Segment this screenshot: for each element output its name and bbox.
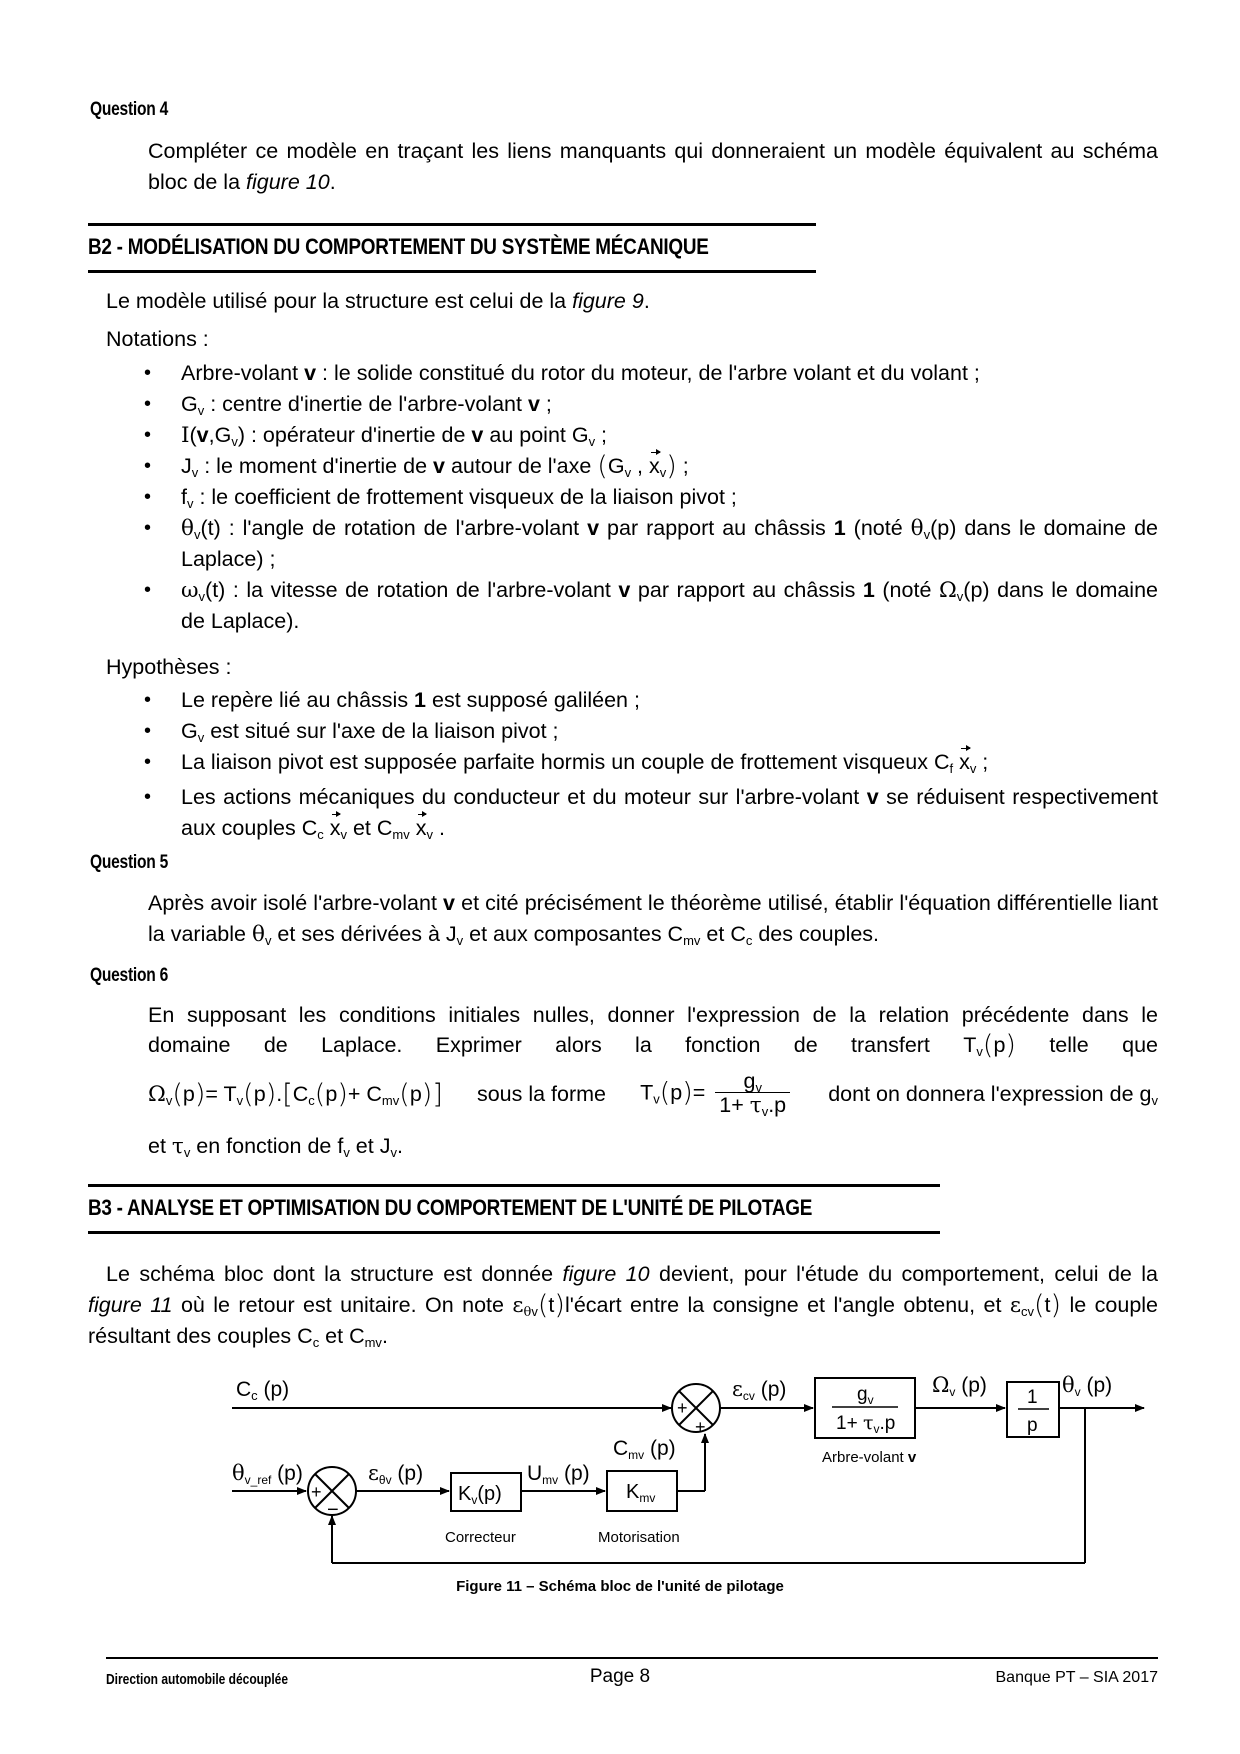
list-item: • $I(v,G_v)$ : opérateur d'inertie de v au point $G_v$ ; — [106, 420, 1158, 451]
svg-text:+: + — [311, 1482, 322, 1502]
svg-text:θv_ref (p): θv_ref (p) — [232, 1461, 303, 1487]
section-b2-heading — [88, 223, 816, 273]
hypotheses-list — [106, 685, 1158, 844]
notations-list — [106, 358, 1158, 637]
list-item: • $\omega_v(t)$ : la vitesse de rotation de l'arbre-volant v par rapport au châssis 1 (noté $\Omega_v(p)$ dans le domaine de Laplace). — [106, 575, 1158, 637]
svg-text:−: − — [327, 1499, 339, 1521]
svg-text:+: + — [677, 1398, 688, 1418]
svg-text:εθv (p): εθv (p) — [368, 1461, 424, 1487]
integrator-numerator: 1 — [1027, 1387, 1038, 1408]
question-6-line1: En supposant les conditions initiales nulles, donner l'expression de la relation précédente dans le — [148, 1003, 1158, 1027]
svg-text:gv: $g_v$ — [857, 1384, 874, 1407]
question-5-label: Question 5 — [90, 852, 169, 873]
list-item: • Le repère lié au châssis 1 est supposé galiléen ; — [106, 685, 1158, 716]
b3-paragraph: Le schéma bloc dont la structure est donnée figure 10 devient, pour l'étude du comportement, celui de la figure 11 où le retour est unitaire. On note $\varepsilon_{\theta v}(t)l'écart$ entre la consigne et l'angle obtenu, et $\varepsilon_{cv}(t)$ le couple résultant des couples $C_c$ et $C_{mv}$. — [88, 1262, 1159, 1350]
list-item: • $G_v$ est situé sur l'axe de la liaison pivot ; — [106, 716, 1158, 747]
list-item: • La liaison pivot est supposée parfaite hormis un couple de frottement visqueux $C_f$ $x_v$ ; — [106, 747, 1158, 778]
footer-page-number: Page 8 — [589, 1666, 651, 1687]
list-item: • $f_v$ : le coefficient de frottement visqueux de la liaison pivot ; — [106, 482, 1158, 513]
list-item: • Les actions mécaniques du conducteur et du moteur sur l'arbre-volant v se réduisent respectivement aux couples $C_c$ $x_v$ et $C_{mv}$ $x_v$ . — [106, 782, 1158, 844]
figure-11-block-diagram — [0, 1370, 1240, 1610]
motorisation-label: Motorisation — [598, 1529, 680, 1546]
section-b3-title: B3 - ANALYSE ET OPTIMISATION DU COMPORTEMENT DE L'UNITÉ DE PILOTAGE — [88, 1195, 813, 1220]
footer-rule — [106, 1657, 1158, 1659]
question-6-label: Question 6 — [90, 965, 169, 986]
arbre-volant-label: Arbre-volant v — [822, 1449, 917, 1466]
svg-text:Cc (p): Cc (p) — [236, 1378, 290, 1403]
svg-text:+: + — [695, 1417, 706, 1437]
list-item: • Arbre-volant v : le solide constitué du rotor du moteur, de l'arbre volant et du volant ; — [106, 358, 1158, 389]
list-item: • $J_v$ : le moment d'inertie de v autour de l'axe ($G_v$ , $x_v$) ; — [106, 451, 1158, 482]
section-b3-heading — [88, 1184, 940, 1234]
list-item: • $\theta_v(t)$ : l'angle de rotation de l'arbre-volant v par rapport au châssis 1 (noté $\theta_v(p)$ dans le domaine de Laplace) ; — [106, 513, 1158, 575]
question-4-label: Question 4 — [90, 99, 169, 120]
svg-text:Kv(p): $K_v(p)$ — [458, 1483, 502, 1507]
list-item: • $G_v$ : centre d'inertie de l'arbre-volant v ; — [106, 389, 1158, 420]
svg-text:Ωv (p): Ωv (p) — [932, 1373, 987, 1399]
question-6-last: et $\tau_v$ en fonction de $f_v$ et $J_v$. — [148, 1134, 403, 1160]
question-6-equation: $\Omega_v(p)= T_v(p).[C_c(p)+ C_{mv}(p)]$ sous la forme $T_v(p)=$ $\frac{g_v}{1+ \tau_v.p}$ dont on donnera l'expression de $g_v$ — [148, 1069, 1158, 1119]
hypotheses-label: Hypothèses : — [106, 655, 232, 679]
question-5-text: Après avoir isolé l'arbre-volant v et cité précisément le théorème utilisé, établir l'équation différentielle liant la variable $\theta_v$ et ses dérivées à $J_v$ et aux composantes $C_{mv}$ et $C_c$ des couples. — [148, 891, 1158, 948]
svg-text:θv (p): θv (p) — [1062, 1373, 1113, 1399]
notations-label: Notations : — [106, 327, 209, 351]
question-4-text: Compléter ce modèle en traçant les liens manquants qui donneraient un modèle équivalent au schéma bloc de la figure 10. — [148, 139, 1158, 194]
integrator-denominator: p — [1027, 1415, 1038, 1436]
question-6-line2: domaine de Laplace. Exprimer alors la fonction de transfert $T_v(p)$ telle que — [148, 1030, 1158, 1061]
footer-left: Direction automobile découplée — [106, 1671, 289, 1688]
svg-text:1+ τv.p: $1+ \tau_v.p$ — [836, 1412, 896, 1436]
svg-text:εcv (p): εcv (p) — [732, 1377, 787, 1403]
svg-text:Cmv (p): Cmv (p) — [613, 1437, 676, 1462]
footer-right: Banque PT – SIA 2017 — [995, 1669, 1158, 1686]
correcteur-label: Correcteur — [445, 1529, 516, 1546]
section-b2-title: B2 - MODÉLISATION DU COMPORTEMENT DU SYSTÈME MÉCANIQUE — [88, 234, 709, 259]
svg-text:Umv (p): Umv (p) — [527, 1462, 590, 1487]
figure-11-caption: Figure 11 – Schéma bloc de l'unité de pilotage — [456, 1578, 784, 1595]
b2-intro: Le modèle utilisé pour la structure est celui de la figure 9. — [106, 289, 650, 313]
svg-text:Kmv: $K_{mv}$ — [626, 1481, 656, 1505]
